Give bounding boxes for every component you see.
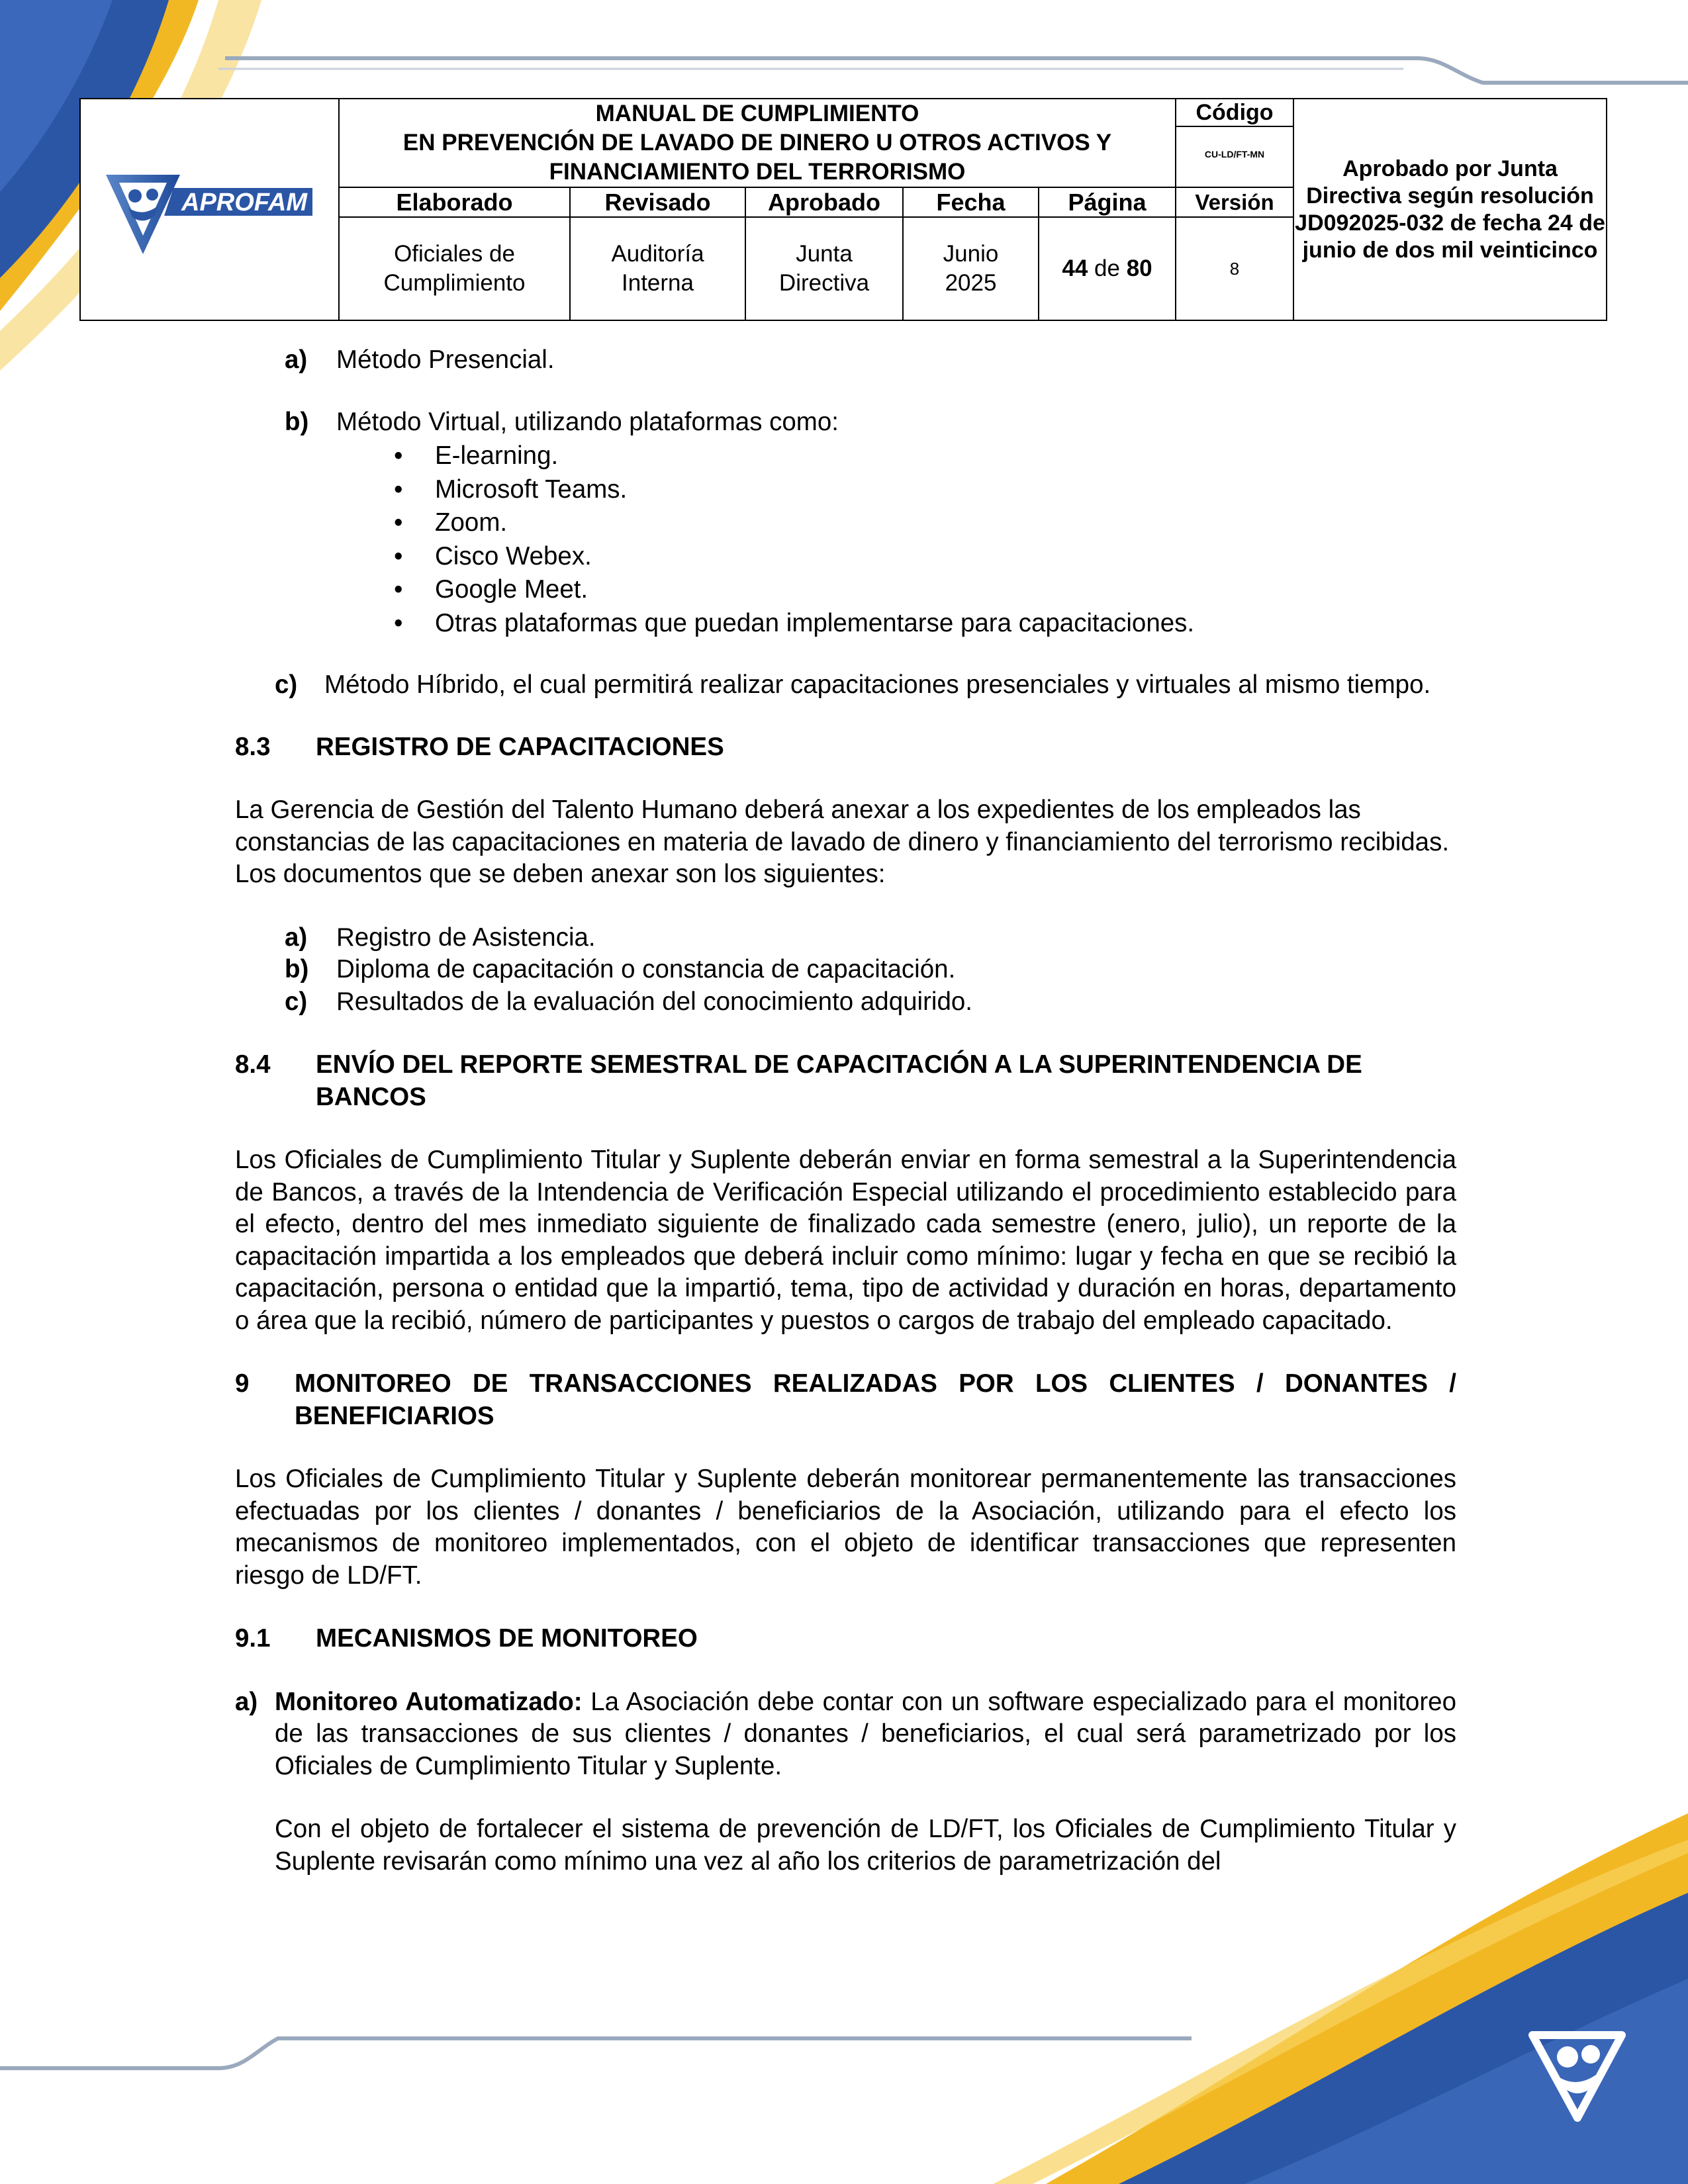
paragraph: Con el objeto de fortalecer el sistema de prevención de LD/FT, los Oficiales de Cumplimiento Titular y Suplente revisarán como mínimo una vez al año los criterios de parametrización del (275, 1815, 1456, 1876)
aprofam-logo (101, 155, 319, 261)
document-header-table (79, 98, 1607, 321)
paragraph: La Gerencia de Gestión del Talento Humano deberá anexar a los expedientes de los empleados las constancias de las capacitaciones en materia de lavado de dinero y financiamiento del terrorismo recibidas. Los documentos que se deben anexar son los siguientes: (235, 796, 1450, 888)
logo-text: APROFAM (181, 189, 307, 216)
fecha-value: Junio 2025 (903, 217, 1039, 320)
list-item: b) Método Virtual, utilizando plataformas como: (285, 407, 839, 436)
code-cell (1176, 99, 1293, 187)
list-item: b) Diploma de capacitación o constancia de capacitación. (285, 955, 956, 983)
list-item: • Google Meet. (394, 575, 588, 604)
document-body (235, 344, 1456, 1878)
col-header-fecha: Fecha (903, 187, 1039, 217)
revisado-value: Auditoría Interna (570, 217, 745, 320)
platform-list (235, 440, 1456, 639)
paragraph: Los Oficiales de Cumplimiento Titular y Suplente deberán enviar en forma semestral a la Superintendencia de Bancos, a través de la Intendencia de Verificación Especial utilizando el procedimiento establecido para el efecto, dentro del mes inmediato siguiente de finalizado cada semestre (enero, julio), un reporte de la capacitación impartida a los empleados que deberá incluir como mínimo: lugar y fecha en que se recibió la capacitación, persona o entidad que la impartió, tema, tipo de actividad y duración en horas, departamento o área que la recibió, número de participantes y puestos o cargos de trabajo del empleado capacitado. (235, 1146, 1456, 1335)
version-value: 8 (1176, 217, 1293, 320)
section-heading: 8.3 REGISTRO DE CAPACITACIONES (235, 732, 724, 761)
col-header-pagina: Página (1039, 187, 1176, 217)
logo-cell (80, 99, 339, 320)
list-item: a) Monitoreo Automatizado: La Asociación debe contar con un software especializado para el monitoreo de las transacciones de sus clientes / donantes / beneficiarios, el cual será parametrizado por los Oficiales de Cumplimiento Titular y Suplente. (235, 1687, 1456, 1780)
pagina-value: 44 de 80 (1039, 217, 1176, 320)
list-item: • E-learning. (394, 441, 559, 470)
list-item: c) Resultados de la evaluación del conocimiento adquirido. (285, 987, 972, 1016)
section-heading: 9 MONITOREO DE TRANSACCIONES REALIZADAS POR LOS CLIENTES / DONANTES / BENEFICIARIOS (235, 1369, 1456, 1430)
list-item: • Cisco Webex. (394, 541, 592, 570)
col-header-revisado: Revisado (570, 187, 745, 217)
list-item: a) Método Presencial. (285, 345, 555, 374)
list-item: • Microsoft Teams. (394, 475, 628, 504)
section-heading: 8.4 ENVÍO DEL REPORTE SEMESTRAL DE CAPACITACIÓN A LA SUPERINTENDENCIA DE BANCOS (235, 1050, 1362, 1111)
col-header-elaborado: Elaborado (339, 187, 570, 217)
col-header-aprobado: Aprobado (745, 187, 903, 217)
paragraph: Los Oficiales de Cumplimiento Titular y Suplente deberán monitorear permanentemente las transacciones efectuadas por los clientes / donantes / beneficiarios de la Asociación, utilizando para el efecto los mecanismos de monitoreo implementados, con el objeto de identificar transacciones que representen riesgo de LD/FT. (235, 1465, 1456, 1590)
list-item: • Zoom. (394, 508, 508, 537)
documents-list (235, 922, 1456, 1019)
approval-note: Aprobado por Junta Directiva según resolución JD092025-032 de fecha 24 de junio de dos mil veinticinco (1293, 99, 1607, 320)
code-value: CU-LD/FT-MN (1204, 149, 1265, 159)
col-header-version: Versión (1176, 187, 1293, 217)
aprobado-value: Junta Directiva (745, 217, 903, 320)
document-title: MANUAL DE CUMPLIMIENTO EN PREVENCIÓN DE LAVADO DE DINERO U OTROS ACTIVOS Y FINANCIAMIENTO DEL TERRORISMO (339, 99, 1176, 187)
elaborado-value: Oficiales de Cumplimiento (339, 217, 570, 320)
list-item: a) Registro de Asistencia. (285, 923, 596, 952)
code-label: Código (1176, 99, 1293, 127)
list-item: • Otras plataformas que puedan implementarse para capacitaciones. (394, 608, 1195, 637)
section-heading: 9.1 MECANISMOS DE MONITOREO (235, 1624, 698, 1653)
list-item: c) Método Híbrido, el cual permitirá realizar capacitaciones presenciales y virtuales al mismo tiempo. (275, 670, 1431, 699)
